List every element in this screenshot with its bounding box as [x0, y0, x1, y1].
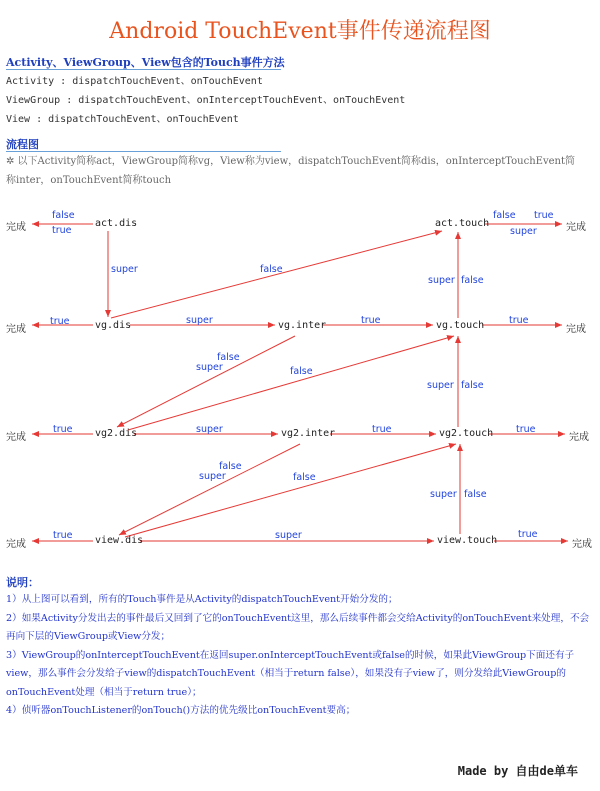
method-line-activity: Activity : dispatchTouchEvent、onTouchEvent: [6, 76, 263, 87]
node-done-a1: 完成: [6, 222, 26, 233]
edge-label: true: [53, 530, 73, 541]
explain-heading: 说明：: [6, 576, 39, 589]
node-done-v2: 完成: [566, 324, 586, 335]
method-line-view: View : dispatchTouchEvent、onTouchEvent: [6, 114, 239, 125]
edge-label: super: [196, 424, 223, 435]
node-done-w1: 完成: [6, 539, 26, 550]
node-view-touch: view.touch: [437, 535, 498, 546]
edge-label: true: [50, 316, 70, 327]
arrow-vg2dis-vgtouch: [128, 336, 454, 430]
node-vg-touch: vg.touch: [436, 320, 485, 331]
edge-label: super: [427, 380, 454, 391]
node-view-dis: view.dis: [95, 535, 144, 546]
edge-label: super: [430, 489, 457, 500]
explain-item: 2）如果Activity分发出去的事件最后又回到了它的onTouchEvent这里，那么后续事件都会交给Activity的onTouchEvent来处理，不会再向下层的ViewGroup或View分发；: [6, 612, 590, 642]
node-done-g1: 完成: [6, 432, 26, 443]
method-line-viewgroup: ViewGroup : dispatchTouchEvent、onInterceptTouchEvent、onTouchEvent: [6, 95, 406, 106]
edge-label: super: [510, 226, 537, 237]
edge-label: super: [275, 530, 302, 541]
edge-label: super: [111, 264, 138, 275]
flow-note: ✲ 以下Activity简称act，ViewGroup简称vg，View称为view，dispatchTouchEvent简称dis，onInterceptTouchEvent简称inter，onTouchEvent简称touch: [6, 156, 575, 186]
edge-label: false: [464, 489, 487, 500]
node-vg2-dis: vg2.dis: [95, 428, 138, 439]
edge-label: super: [428, 275, 455, 286]
flow-heading: 流程图: [6, 138, 39, 151]
edge-label: true: [534, 210, 554, 221]
edge-label: super: [199, 471, 226, 482]
edge-label: true: [509, 315, 529, 326]
node-done-g2: 完成: [569, 432, 589, 443]
node-done-a2: 完成: [566, 222, 586, 233]
edge-label: true: [372, 424, 392, 435]
arrow-viewdis-vg2touch: [125, 444, 456, 537]
page-title: Android TouchEvent事件传递流程图: [109, 19, 491, 44]
edge-label: false: [219, 461, 242, 472]
methods-heading: Activity、ViewGroup、View包含的Touch事件方法: [6, 56, 285, 69]
made-by-credit: Made by 自由de单车: [457, 764, 578, 778]
edge-label: false: [461, 380, 484, 391]
edge-label: false: [290, 366, 313, 377]
node-done-v1: 完成: [6, 324, 26, 335]
explain-item: 3）ViewGroup的onInterceptTouchEvent在返回super.onInterceptTouchEvent或false的时候，如果此ViewGroup下面还有子view，那么事件会分发给子view的dispatchTouchEvent（相当于return false），如果没有子view了，则分发给此ViewGroup的onTouchEvent处理（相当于return true）；: [6, 649, 575, 698]
arrow-vg2inter-viewdis: [119, 444, 300, 535]
node-act-touch: act.touch: [435, 218, 490, 229]
node-act-dis: act.dis: [95, 218, 138, 229]
node-vg2-touch: vg2.touch: [439, 428, 494, 439]
edge-label: false: [217, 352, 240, 363]
edge-label: true: [361, 315, 381, 326]
node-vg2-inter: vg2.inter: [281, 428, 336, 439]
explain-item: 4）侦听器onTouchListener的onTouch()方法的优先级比onTouchEvent要高；: [6, 705, 356, 716]
edge-label: true: [52, 225, 72, 236]
edge-label: true: [518, 529, 538, 540]
edge-label: false: [260, 264, 283, 275]
node-done-w2: 完成: [572, 539, 592, 550]
edge-label: true: [53, 424, 73, 435]
node-vg-dis: vg.dis: [95, 320, 132, 331]
edge-label: false: [493, 210, 516, 221]
node-vg-inter: vg.inter: [278, 320, 327, 331]
explain-body: [6, 591, 596, 721]
edge-label: super: [186, 315, 213, 326]
edge-label: super: [196, 362, 223, 373]
edge-label: false: [52, 210, 75, 221]
arrow-vginter-vg2dis: [117, 336, 295, 427]
edge-label: false: [461, 275, 484, 286]
edge-label: false: [293, 472, 316, 483]
explain-item: 1）从上图可以看到，所有的Touch事件是从Activity的dispatchTouchEvent开始分发的；: [6, 594, 398, 605]
edge-label: true: [516, 424, 536, 435]
